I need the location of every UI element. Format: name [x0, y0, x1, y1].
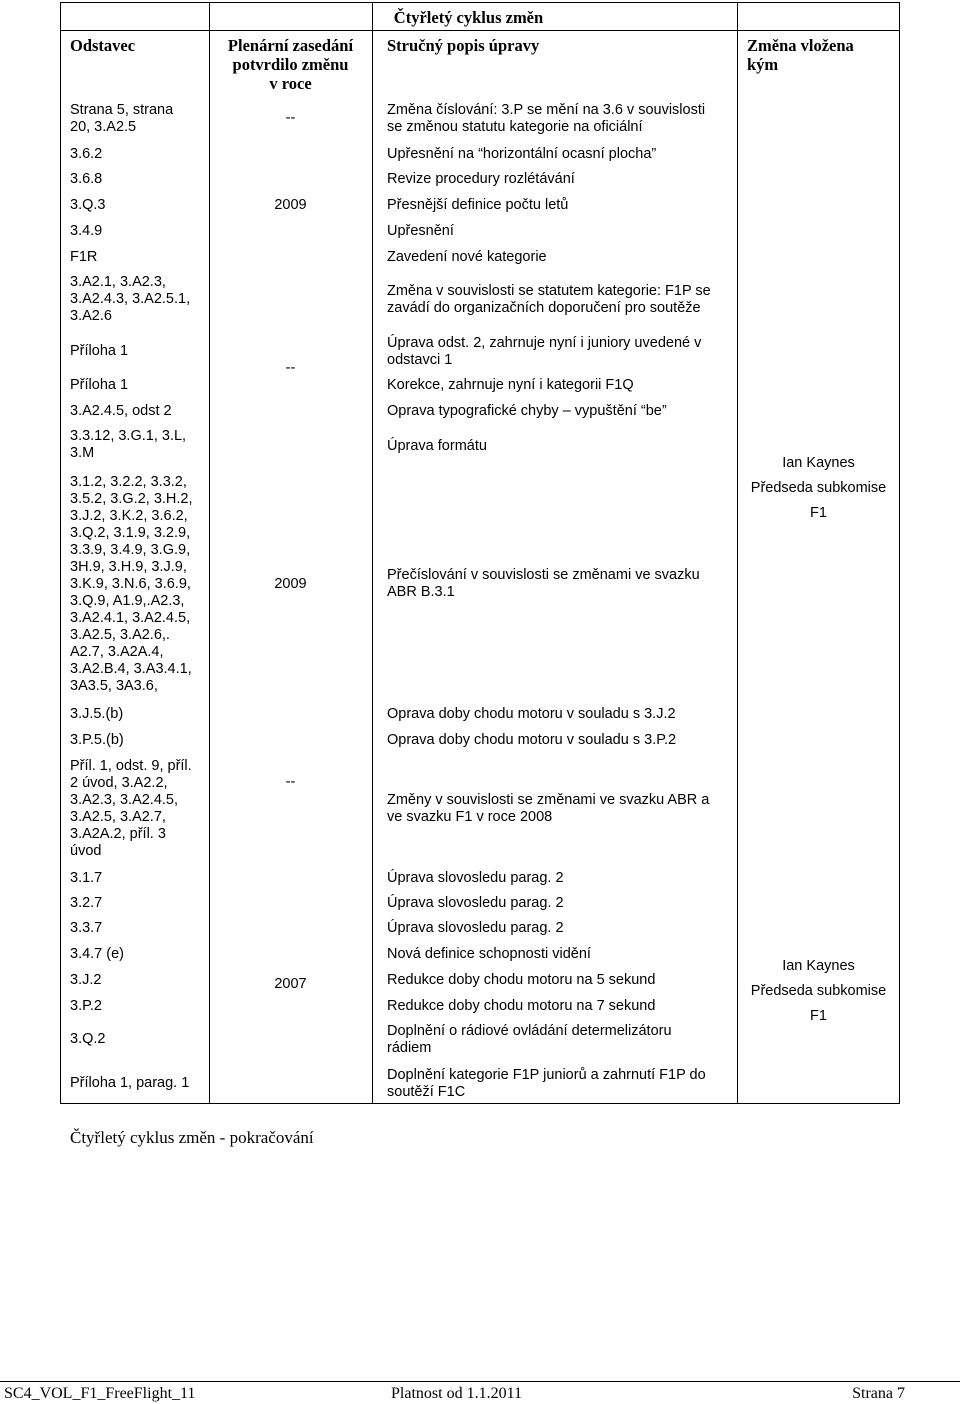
column-divider: [737, 2, 738, 1104]
row-description: Korekce, zahrnuje nyní i kategorii F1Q: [387, 377, 634, 393]
row-description: Změna v souvislosti se statutem kategorie: F1P se zavádí do organizačních doporučení pro soutěže: [387, 283, 711, 316]
row-paragraph: 3.2.7: [70, 895, 103, 911]
row-paragraph: Strana 5, strana 20, 3.A2.5: [70, 102, 174, 135]
row-description: Oprava typografické chyby – vypuštění “be”: [387, 403, 667, 419]
row-year: --: [285, 774, 296, 790]
row-description: Změna číslování: 3.P se mění na 3.6 v souvislosti se změnou statutu kategorie na oficiální: [387, 102, 706, 135]
row-paragraph: 3.A2.1, 3.A2.3, 3.A2.4.3, 3.A2.5.1, 3.A2.6: [70, 274, 191, 324]
row-year: 2007: [274, 976, 307, 992]
title-divider: [60, 30, 900, 31]
row-paragraph: 3.6.2: [70, 146, 103, 162]
table-title: Čtyřletý cyklus změn: [393, 8, 544, 27]
row-year: 2009: [274, 197, 307, 213]
row-description: Redukce doby chodu motoru na 7 sekund: [387, 998, 656, 1014]
row-paragraph: Příl. 1, odst. 9, příl. 2 úvod, 3.A2.2, 3.A2.3, 3.A2.4.5, 3.A2.5, 3.A2.7, 3.A2A.2, příl. 3 úvod: [70, 758, 192, 859]
row-year: --: [285, 360, 296, 376]
row-paragraph: 3.4.7 (e): [70, 946, 124, 962]
row-paragraph: 3.1.7: [70, 870, 103, 886]
column-divider: [209, 2, 210, 1104]
row-year: --: [285, 110, 296, 126]
row-paragraph: 3.P.2: [70, 998, 102, 1014]
row-description: Upřesnění: [387, 223, 454, 239]
footer-document-id: SC4_VOL_F1_FreeFlight_11: [4, 1385, 196, 1402]
row-paragraph: Příloha 1: [70, 343, 129, 359]
row-description: Doplnění o rádiové ovládání determelizátoru rádiem: [387, 1023, 672, 1056]
row-description: Úprava slovosledu parag. 2: [387, 895, 564, 911]
row-paragraph: 3.4.9: [70, 223, 103, 239]
continuation-heading: Čtyřletý cyklus změn - pokračování: [70, 1128, 314, 1147]
row-description: Oprava doby chodu motoru v souladu s 3.P.2: [387, 732, 677, 748]
row-paragraph: F1R: [70, 249, 98, 265]
row-description: Redukce doby chodu motoru na 5 sekund: [387, 972, 656, 988]
row-description: Nová definice schopnosti vidění: [387, 946, 591, 962]
row-description: Změny v souvislosti se změnami ve svazku ABR a ve svazku F1 v roce 2008: [387, 792, 710, 825]
row-description: Úprava odst. 2, zahrnuje nyní i juniory uvedené v odstavci 1: [387, 335, 702, 368]
header-author: Změna vložena kým: [747, 36, 854, 74]
row-description: Zavedení nové kategorie: [387, 249, 547, 265]
row-description: Revize procedury rozlétávání: [387, 171, 575, 187]
row-paragraph: 3.P.5.(b): [70, 732, 124, 748]
row-description: Upřesnění na “horizontální ocasní plocha”: [387, 146, 657, 162]
footer-divider: [0, 1381, 960, 1382]
column-divider: [372, 2, 373, 1104]
row-paragraph: Příloha 1: [70, 377, 129, 393]
row-year: 2009: [274, 576, 307, 592]
row-paragraph: 3.Q.3: [70, 197, 106, 213]
row-paragraph: 3.Q.2: [70, 1031, 106, 1047]
row-paragraph: 3.3.12, 3.G.1, 3.L, 3.M: [70, 428, 187, 461]
footer-page-number: Strana 7: [852, 1385, 905, 1402]
row-paragraph: 3.A2.4.5, odst 2: [70, 403, 172, 419]
row-paragraph: 3.J.2: [70, 972, 102, 988]
row-description: Přečíslování v souvislosti se změnami ve svazku ABR B.3.1: [387, 567, 700, 600]
row-description: Úprava formátu: [387, 438, 487, 454]
row-description: Doplnění kategorie F1P juniorů a zahrnutí F1P do soutěží F1C: [387, 1067, 706, 1100]
header-description: Stručný popis úpravy: [387, 36, 540, 55]
author-block: Ian Kaynes Předseda subkomise F1: [750, 455, 887, 521]
row-description: Úprava slovosledu parag. 2: [387, 870, 564, 886]
row-paragraph: Příloha 1, parag. 1: [70, 1075, 190, 1091]
row-description: Přesnější definice počtu letů: [387, 197, 569, 213]
row-description: Oprava doby chodu motoru v souladu s 3.J.2: [387, 706, 676, 722]
row-description: Úprava slovosledu parag. 2: [387, 920, 564, 936]
header-paragraph: Odstavec: [70, 36, 136, 55]
header-plenary-year: Plenární zasedání potvrdilo změnu v roce: [227, 36, 354, 93]
row-paragraph: 3.3.7: [70, 920, 103, 936]
author-block: Ian Kaynes Předseda subkomise F1: [750, 958, 887, 1024]
footer-validity: Platnost od 1.1.2011: [391, 1385, 522, 1402]
row-paragraph: 3.1.2, 3.2.2, 3.3.2, 3.5.2, 3.G.2, 3.H.2, 3.J.2, 3.K.2, 3.6.2, 3.Q.2, 3.1.9, 3.2.9, 3.3.9, 3.4.9, 3.G.9, 3H.9, 3.H.9, 3.J.9, 3.K.9, 3.N.6, 3.6.9, 3.Q.9, A1.9,.A2.3, 3.A2.4.1, 3.A2.4.5, 3.A2.5, 3.A2.6,. A2.7, 3.A2A.4, 3.A2.B.4, 3.A3.4.1, 3A3.5, 3A3.6,: [70, 474, 193, 694]
row-paragraph: 3.6.8: [70, 171, 103, 187]
row-paragraph: 3.J.5.(b): [70, 706, 124, 722]
